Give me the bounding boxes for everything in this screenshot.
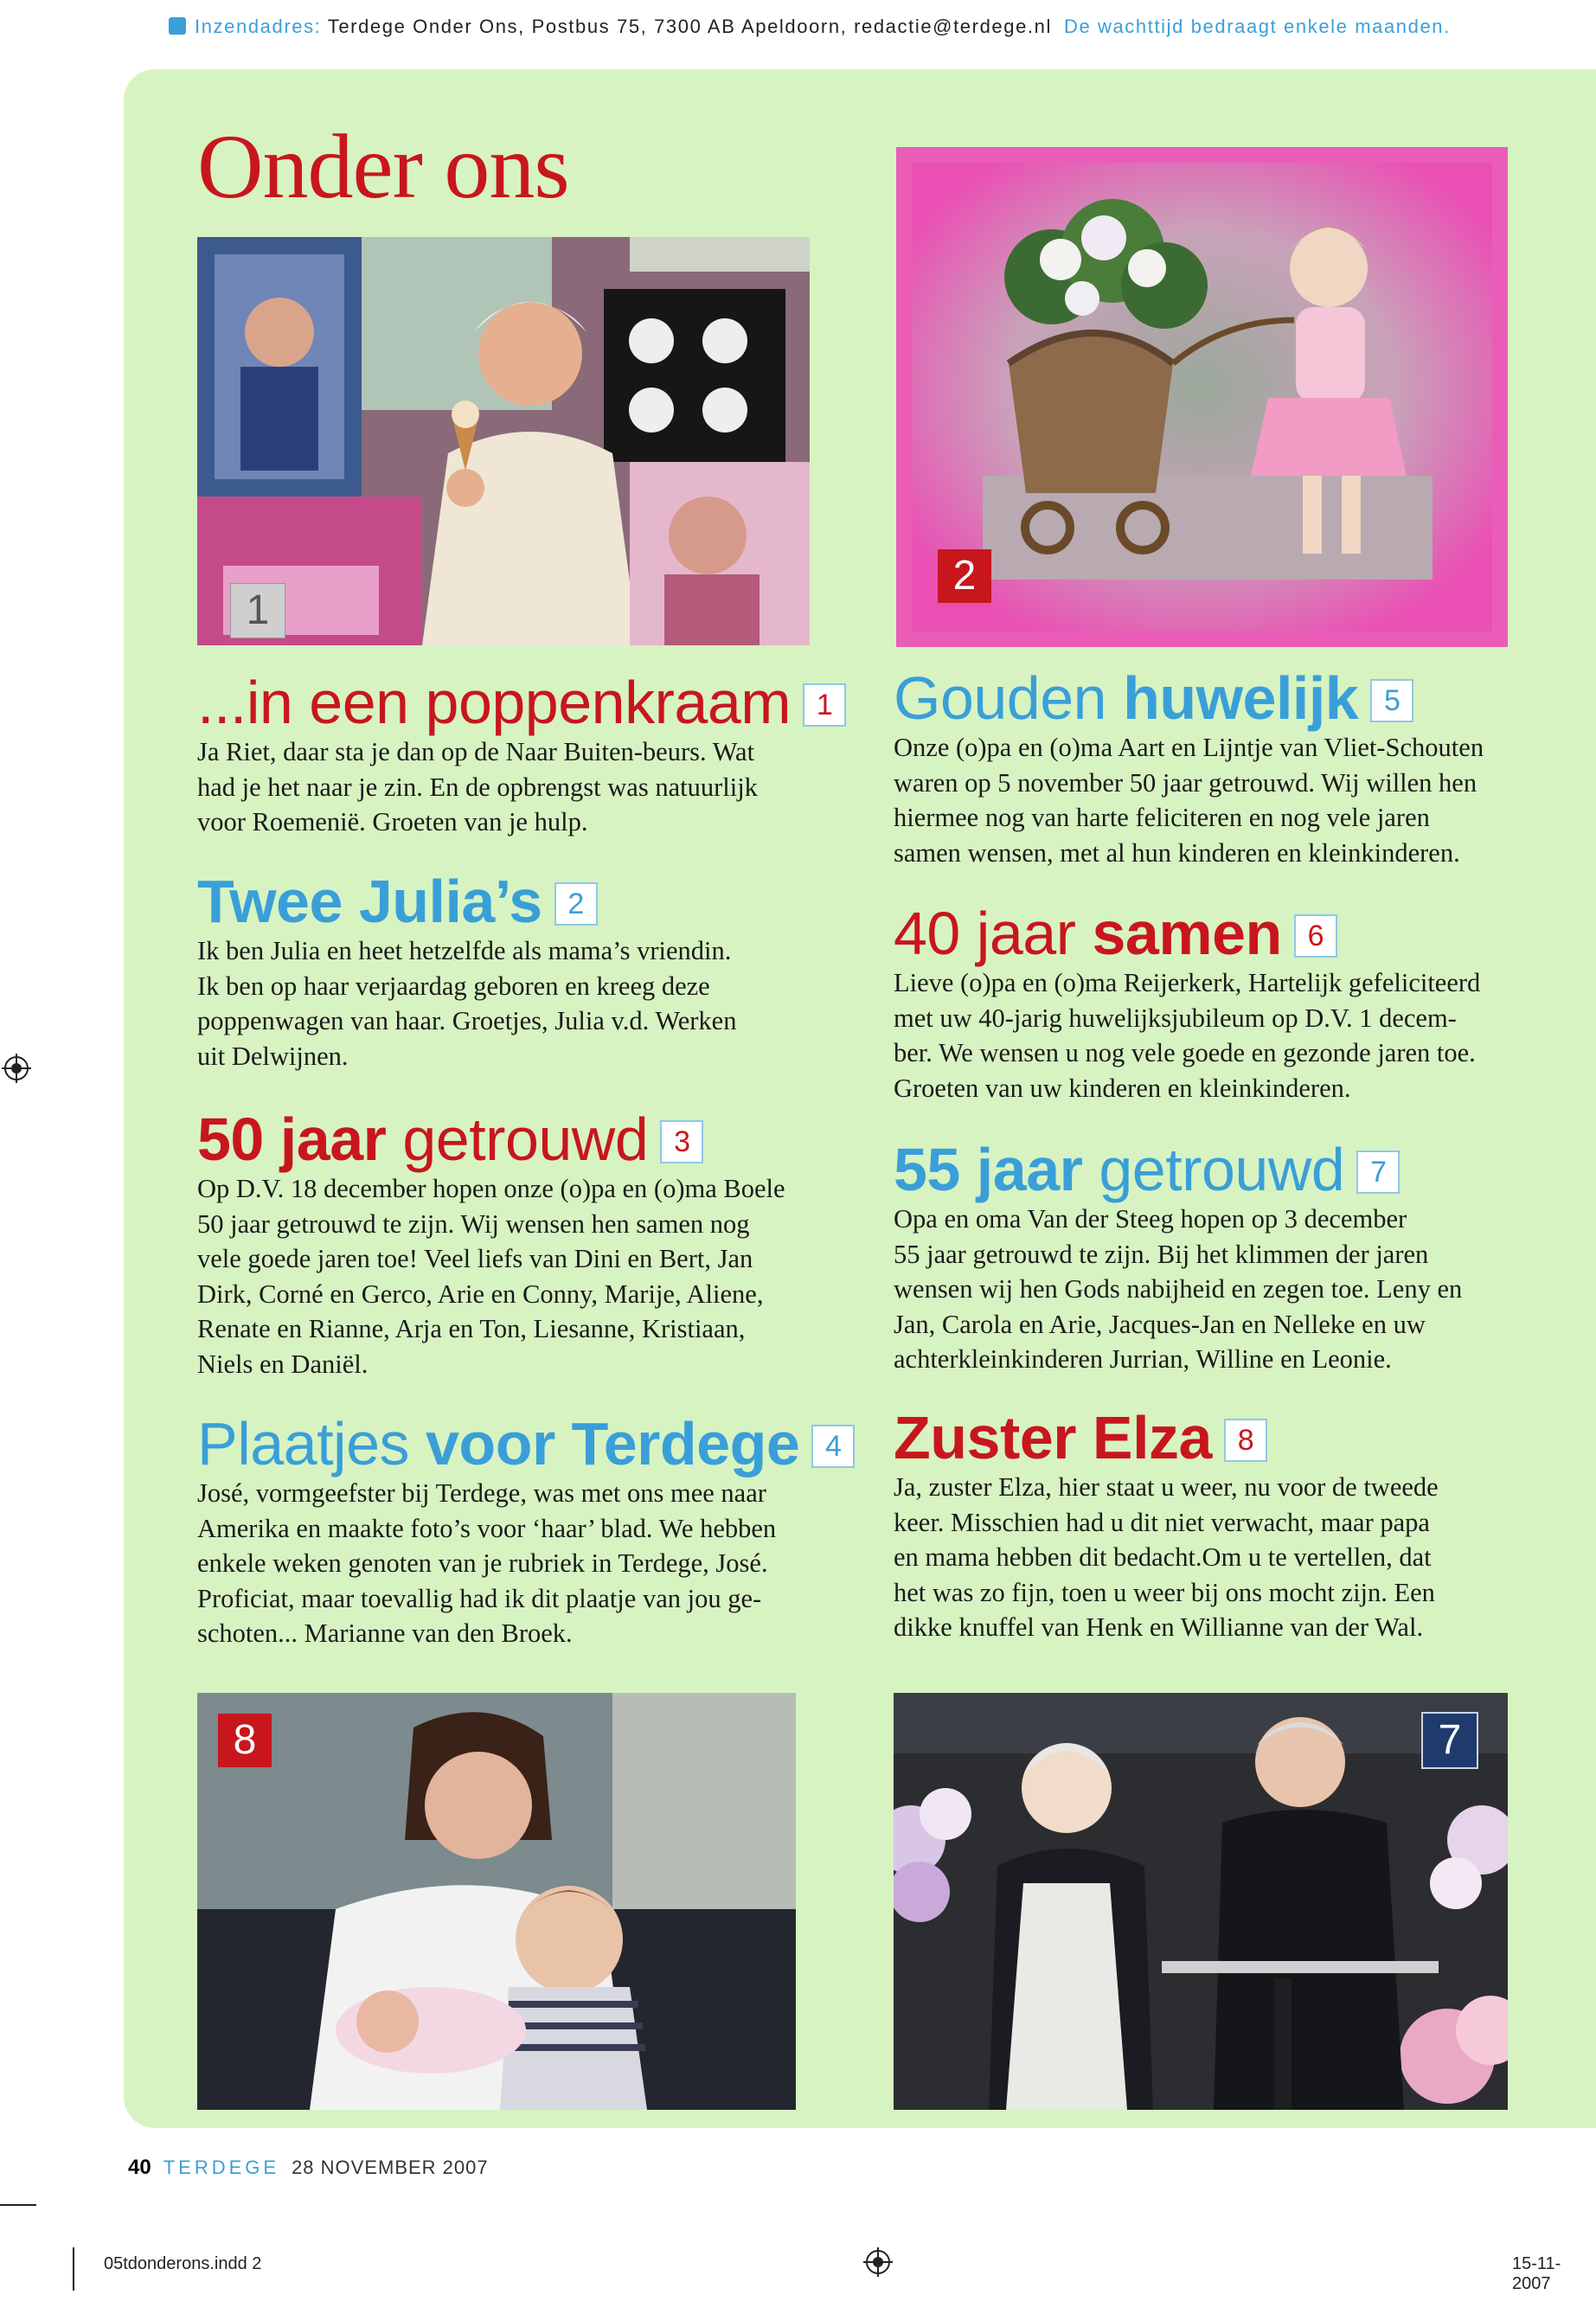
page-title: Onder ons [197, 116, 569, 217]
address-value: Terdege Onder Ons, Postbus 75, 7300 AB Apeldoorn, redactie@terdege.nl [327, 16, 1052, 37]
article-line: Amerika en maakte foto’s voor ‘haar’ blad. We hebben [197, 1513, 777, 1543]
heading-text: ...in een poppenkraam [197, 669, 792, 736]
article-line: poppenwagen van haar. Groetjes, Julia v.d. Werken [197, 1006, 737, 1035]
article-line: José, vormgeefster bij Terdege, was met ons mee naar [197, 1478, 766, 1508]
article-line: enkele weken genoten van je rubriek in Terdege, José. [197, 1548, 768, 1578]
article-heading [197, 669, 833, 736]
crop-mark [73, 2247, 74, 2291]
article-body [894, 1202, 1534, 1377]
article-line: met uw 40-jarig huwelijksjubileum op D.V. 1 decem- [894, 1003, 1457, 1033]
article-body [197, 1476, 820, 1651]
heading-text: getrouwd [1099, 1136, 1345, 1203]
article-number-box: 2 [554, 882, 598, 926]
photo-girl-with-pram [896, 147, 1508, 647]
article-number-box: 3 [660, 1120, 703, 1163]
photo-elderly-couple [894, 1693, 1508, 2110]
article-body [894, 965, 1534, 1106]
article-number-box: 5 [1370, 679, 1413, 722]
article-50-jaar-getrouwd [197, 1107, 820, 1381]
article-line: vele goede jaren toe! Veel liefs van Dini en Bert, Jan [197, 1244, 753, 1273]
file-slug: 05tdonderons.indd 2 [104, 2254, 262, 2273]
article-line: en mama hebben dit bedacht.Om u te vertellen, dat [894, 1542, 1432, 1572]
photo-number-badge: 7 [1421, 1712, 1478, 1769]
article-line: achterkleinkinderen Jurrian, Willine en Leonie. [894, 1344, 1392, 1374]
heading-text: 40 jaar [894, 900, 1076, 967]
photo-nurse-with-children [197, 1693, 796, 2110]
photo-number-badge: 8 [218, 1714, 272, 1767]
article-line: voor Roemenië. Groeten van je hulp. [197, 807, 588, 836]
article-heading [197, 1107, 820, 1171]
article-line: 55 jaar getrouwd te zijn. Bij het klimmen der jaren [894, 1239, 1429, 1269]
article-number-box: 1 [803, 683, 846, 727]
heading-text-bold: samen [1092, 900, 1282, 967]
article-heading [894, 666, 1534, 730]
article-body [894, 730, 1534, 870]
article-line: Opa en oma Van der Steeg hopen op 3 december [894, 1204, 1407, 1234]
article-line: 50 jaar getrouwd te zijn. Wij wensen hen samen nog [197, 1208, 750, 1239]
article-line: Op D.V. 18 december hopen onze (o)pa en (o)ma Boele [197, 1174, 785, 1203]
article-55-jaar-getrouwd [894, 1138, 1534, 1377]
article-heading [197, 1410, 842, 1477]
article-number-box: 7 [1356, 1150, 1400, 1194]
article-line: Lieve (o)pa en (o)ma Reijerkerk, Hartelijk gefeliciteerd [894, 968, 1481, 997]
article-plaatjes-voor-terdege [197, 1410, 842, 1651]
article-line: Dirk, Corné en Gerco, Arie en Conny, Marije, Aliene, [197, 1279, 764, 1309]
article-line: dikke knuffel van Henk en Willianne van der Wal. [894, 1612, 1424, 1642]
article-line: Onze (o)pa en (o)ma Aart en Lijntje van Vliet-Schouten [894, 733, 1484, 762]
article-line: waren op 5 november 50 jaar getrouwd. Wij willen hen [894, 767, 1477, 798]
bullet-square-icon [169, 17, 186, 35]
crop-mark [0, 2204, 36, 2206]
heading-text-bold: huwelijk [1123, 664, 1359, 732]
article-line: schoten... Marianne van den Broek. [197, 1618, 573, 1648]
submission-address-bar [169, 16, 1451, 45]
article-line: Renate en Rianne, Arja en Ton, Liesanne, Kristiaan, [197, 1314, 746, 1343]
article-line: Jan, Carola en Arie, Jacques-Jan en Nelleke en uw [894, 1309, 1426, 1339]
heading-text-bold: Zuster Elza [894, 1404, 1212, 1471]
article-line: Ja Riet, daar sta je dan op de Naar Buiten-beurs. Wat [197, 737, 755, 766]
heading-text: Gouden [894, 664, 1107, 732]
article-number-box: 4 [811, 1425, 855, 1468]
article-line: had je het naar je zin. En de opbrengst was natuurlijk [197, 772, 758, 802]
article-number-box: 8 [1224, 1419, 1267, 1462]
article-heading [894, 1406, 1534, 1470]
article-body [197, 933, 820, 1074]
page-number: 40 [128, 2156, 151, 2179]
article-heading [894, 901, 1534, 965]
article-line: het was zo fijn, toen u weer bij ons mocht zijn. Een [894, 1577, 1435, 1607]
article-line: Ik ben Julia en heet hetzelfde als mama’s vriendin. [197, 936, 732, 965]
heading-text-bold: Twee Julia’s [197, 868, 542, 935]
file-slug-date: 15-11-2007 [1512, 2254, 1561, 2293]
heading-text: getrouwd [402, 1106, 649, 1173]
article-line: Ik ben op haar verjaardag geboren en kreeg deze [197, 971, 710, 1001]
address-label: Inzendadres: [195, 16, 322, 37]
photo-doll-stand [197, 237, 810, 645]
heading-text-bold: 55 jaar [894, 1136, 1083, 1203]
page-footer [128, 2156, 489, 2180]
registration-mark-icon [2, 1054, 31, 1083]
registration-mark-icon [863, 2247, 893, 2277]
article-twee-julias [197, 869, 820, 1074]
article-line: Ja, zuster Elza, hier staat u weer, nu voor de tweede [894, 1472, 1439, 1502]
article-heading [197, 869, 820, 933]
heading-text-bold: voor Terdege [426, 1410, 800, 1477]
heading-text-bold: 50 jaar [197, 1106, 387, 1173]
photo-number-badge: 2 [938, 549, 991, 603]
article-line: Groeten van uw kinderen en kleinkinderen. [894, 1073, 1351, 1103]
magazine-name: TERDEGE [163, 2157, 280, 2178]
photo-number-badge: 1 [230, 583, 285, 638]
article-body [894, 1470, 1534, 1645]
article-body [197, 734, 820, 840]
article-line: ber. We wensen u nog vele goede en gezonde jaren toe. [894, 1038, 1476, 1067]
article-line: Proficiat, maar toevallig had ik dit plaatje van jou ge- [197, 1583, 762, 1613]
article-40-jaar-samen [894, 901, 1534, 1106]
article-zuster-elza [894, 1406, 1534, 1645]
article-line: samen wensen, met al hun kinderen en kleinkinderen. [894, 837, 1460, 868]
article-poppenkraam [197, 669, 833, 840]
article-line: wensen wij hen Gods nabijheid en zegen toe. Leny en [894, 1274, 1463, 1304]
heading-text: Plaatjes [197, 1410, 410, 1477]
article-line: keer. Misschien had u dit niet verwacht, maar papa [894, 1507, 1430, 1537]
issue-date: 28 NOVEMBER 2007 [292, 2157, 489, 2178]
article-line: uit Delwijnen. [197, 1041, 349, 1071]
article-body [197, 1171, 820, 1381]
article-line: Niels en Daniël. [197, 1349, 369, 1379]
article-number-box: 6 [1294, 914, 1337, 958]
waiting-time-note: De wachttijd bedraagt enkele maanden. [1063, 16, 1451, 37]
article-heading [894, 1138, 1534, 1202]
article-line: hiermee nog van harte feliciteren en nog vele jaren [894, 803, 1430, 832]
article-gouden-huwelijk [894, 666, 1534, 870]
